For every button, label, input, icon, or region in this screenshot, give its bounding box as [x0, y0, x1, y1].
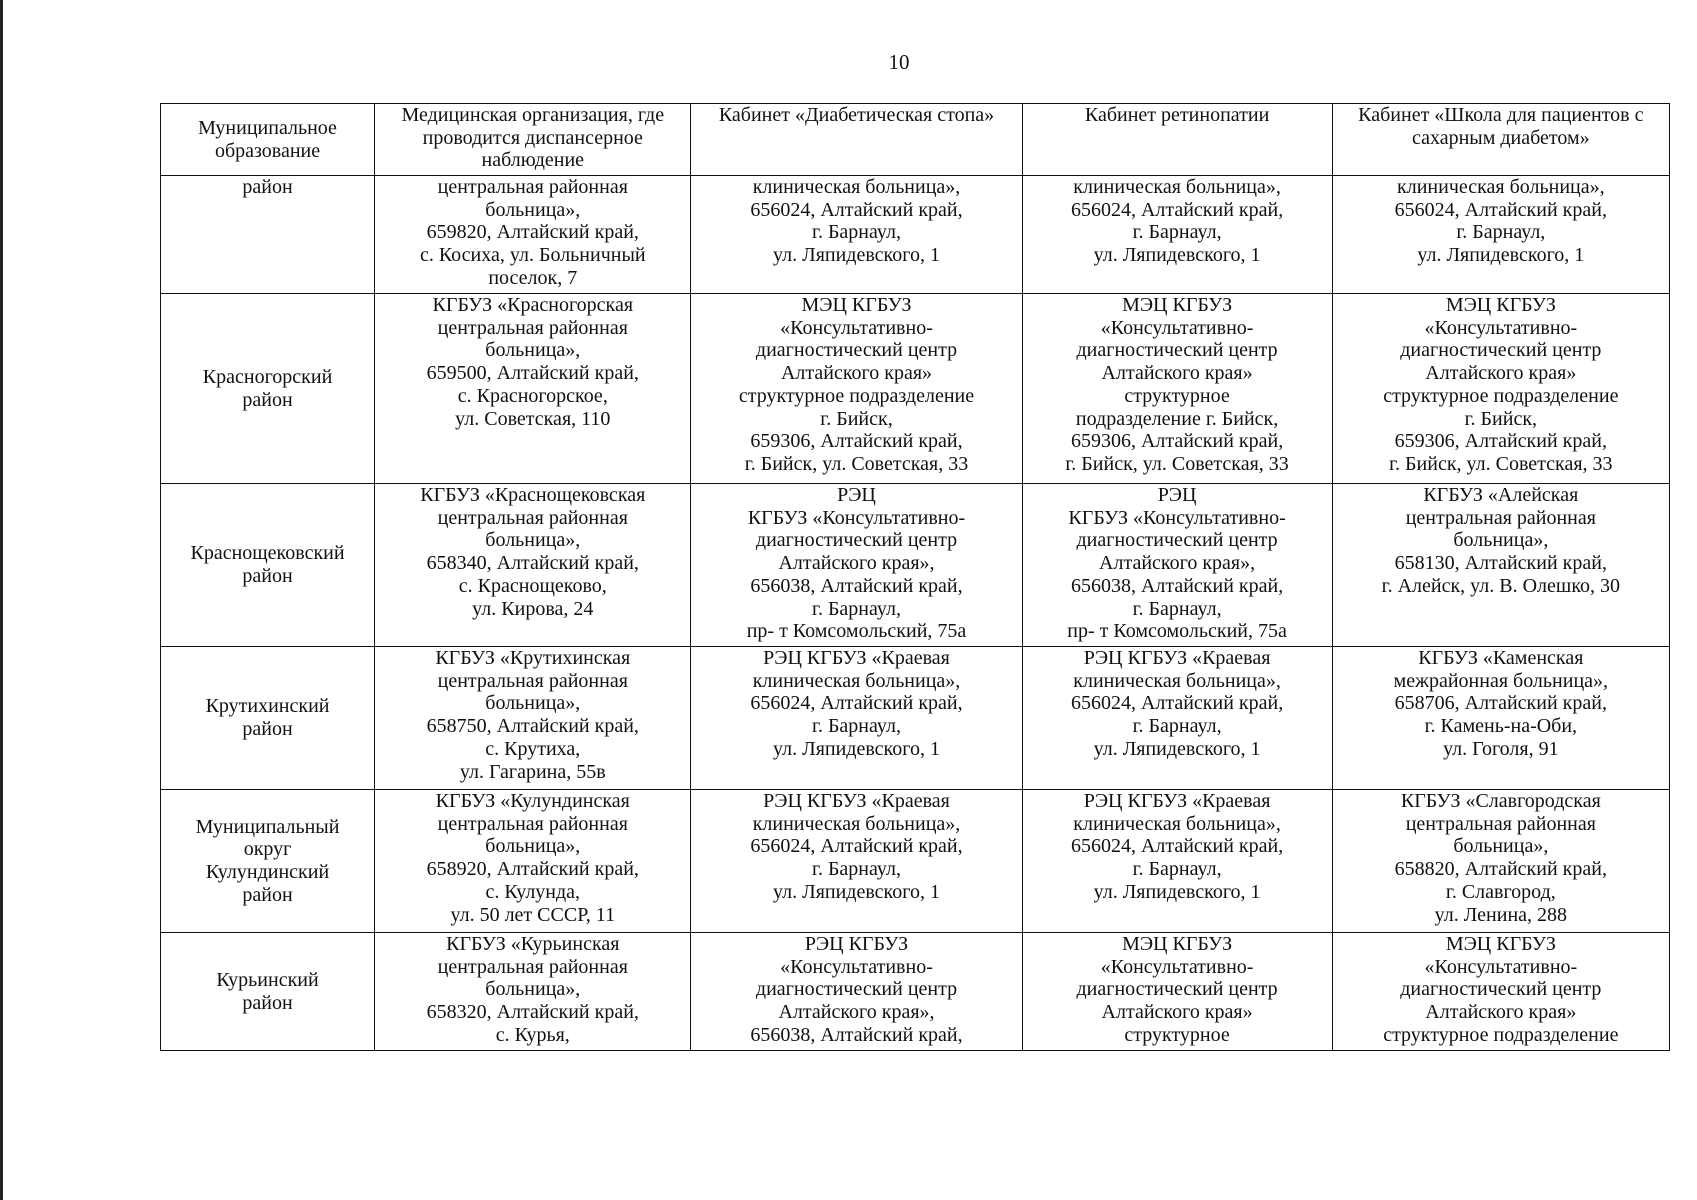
- cell-text-line: Алтайского края»: [1101, 362, 1253, 385]
- cell-text-line: структурное: [1124, 1023, 1230, 1046]
- cell-text-line: 658750, Алтайский край,: [426, 715, 639, 738]
- cell-text-line: клиническая больница»,: [752, 176, 961, 198]
- cell-text-line: ул. Кирова, 24: [472, 597, 594, 620]
- cell-text-line: Алтайского края»,: [778, 552, 935, 575]
- cell-text-line: больница»,: [1453, 835, 1549, 858]
- cell-organization: [375, 176, 691, 294]
- cell-text-line: 656024, Алтайский край,: [1070, 692, 1284, 715]
- cell-text-line: клиническая больница»,: [752, 812, 961, 835]
- cell-text-line: пр- т Комсомольский, 75а: [1067, 620, 1287, 643]
- cell-text-line: диагностический центр: [1076, 529, 1278, 552]
- cell-text-line: центральная районная: [437, 669, 628, 692]
- cell-diabetes-school: [1332, 790, 1669, 933]
- cell-retinopathy: [1022, 176, 1332, 294]
- cell-text-line: поселок, 7: [488, 266, 578, 289]
- cell-text-line: КГБУЗ «Крутихинская: [435, 647, 631, 669]
- cell-text-line: с. Косиха, ул. Больничный: [419, 244, 646, 267]
- cell-text-line: 656038, Алтайский край,: [750, 1023, 963, 1046]
- cell-text-line: МЭЦ КГБУЗ: [1445, 294, 1556, 316]
- cell-text-line: 658340, Алтайский край,: [426, 552, 639, 575]
- cell-text-line: КГБУЗ «Алейская: [1423, 484, 1579, 506]
- header-diabetic-foot: Кабинет «Диабетическая стопа»: [691, 104, 1022, 176]
- cell-text-line: 659306, Алтайский край,: [1394, 430, 1607, 453]
- cell-text-line: РЭЦ: [1157, 484, 1197, 506]
- cell-text-line: район: [242, 718, 293, 740]
- cell-text-line: диагностический центр: [755, 529, 958, 552]
- cell-text-line: 658320, Алтайский край,: [426, 1001, 639, 1024]
- table-row: [161, 933, 1670, 1051]
- cell-text-line: КГБУЗ «Курьинская: [446, 933, 620, 955]
- cell-text-line: Кулундинский: [205, 861, 330, 883]
- cell-text-line: 658706, Алтайский край,: [1394, 692, 1607, 715]
- cell-organization: [375, 647, 691, 790]
- cell-text-line: больница»,: [485, 692, 581, 715]
- cell-text-line: РЭЦ: [837, 484, 876, 506]
- cell-text-line: район: [242, 991, 293, 1014]
- cell-text-line: диагностический центр: [1400, 978, 1602, 1001]
- cell-text-line: с. Курья,: [495, 1023, 570, 1046]
- cell-text-line: МЭЦ КГБУЗ: [801, 294, 912, 316]
- cell-text-line: центральная районная: [1405, 812, 1596, 835]
- cell-diabetic-foot: [691, 790, 1022, 933]
- cell-text-line: больница»,: [1453, 529, 1549, 552]
- cell-text-line: клиническая больница»,: [752, 669, 961, 692]
- cell-text-line: Муниципальный: [195, 815, 340, 838]
- page-number: 10: [888, 50, 910, 74]
- cell-municipality: [161, 933, 375, 1051]
- cell-retinopathy: [1022, 790, 1332, 933]
- cell-text-line: КГБУЗ «Каменская: [1418, 647, 1584, 669]
- cell-text-line: район: [242, 388, 293, 411]
- cell-text-line: структурное подразделение: [1383, 384, 1619, 407]
- cell-text-line: с. Крутиха,: [485, 737, 581, 760]
- cell-text-line: Курьинский: [216, 968, 319, 991]
- cell-text-line: район: [242, 176, 293, 198]
- cell-text-line: г. Славгород,: [1445, 880, 1556, 903]
- dispensary-table: [160, 103, 1670, 1051]
- cell-text-line: Алтайского края»: [1425, 1001, 1577, 1024]
- cell-text-line: г. Бийск, ул. Советская, 33: [1389, 452, 1613, 475]
- cell-diabetes-school: [1332, 176, 1669, 294]
- cell-text-line: ул. Ленина, 288: [1434, 903, 1568, 926]
- cell-municipality: [161, 294, 375, 484]
- cell-text-line: КГБУЗ «Консультативно-: [747, 506, 966, 529]
- cell-text-line: 656024, Алтайский край,: [1070, 835, 1284, 858]
- cell-text-line: г. Барнаул,: [1456, 221, 1546, 244]
- cell-text-line: КГБУЗ «Консультативно-: [1068, 506, 1286, 529]
- cell-text-line: Алтайского края»,: [1099, 552, 1256, 575]
- cell-text-line: «Консультативно-: [1100, 955, 1254, 978]
- cell-text-line: ул. Гагарина, 55в: [459, 760, 606, 783]
- cell-retinopathy: [1022, 294, 1332, 484]
- header-retinopathy: Кабинет ретинопатии: [1022, 104, 1332, 176]
- cell-text-line: РЭЦ КГБУЗ «Краевая: [763, 647, 950, 669]
- cell-text-line: Крутихинский: [205, 695, 330, 718]
- cell-diabetic-foot: [691, 176, 1022, 294]
- cell-text-line: ул. Ляпидевского, 1: [1093, 244, 1261, 267]
- cell-text-line: г. Бийск,: [820, 407, 893, 430]
- cell-text-line: диагностический центр: [1076, 978, 1278, 1001]
- cell-text-line: ул. Гоголя, 91: [1443, 737, 1559, 760]
- cell-text-line: диагностический центр: [755, 339, 958, 362]
- table-row: [161, 647, 1670, 790]
- cell-municipality: [161, 647, 375, 790]
- cell-text-line: структурное подразделение: [1383, 1023, 1619, 1046]
- cell-text-line: 659306, Алтайский край,: [750, 430, 963, 453]
- cell-text-line: 659820, Алтайский край,: [426, 221, 639, 244]
- cell-text-line: «Консультативно-: [1424, 316, 1578, 339]
- cell-text-line: район: [242, 883, 293, 906]
- cell-text-line: 658920, Алтайский край,: [426, 858, 639, 881]
- cell-diabetes-school: [1332, 933, 1669, 1051]
- cell-text-line: центральная районная: [437, 506, 628, 529]
- cell-text-line: ул. Ляпидевского, 1: [773, 244, 940, 267]
- cell-text-line: г. Бийск,: [1464, 407, 1538, 430]
- cell-text-line: подразделение г. Бийск,: [1075, 407, 1279, 430]
- cell-municipality: [161, 790, 375, 933]
- cell-text-line: 656038, Алтайский край,: [1070, 574, 1284, 597]
- table-row: [161, 790, 1670, 933]
- cell-diabetic-foot: [691, 647, 1022, 790]
- table-header-row: [161, 104, 1670, 176]
- cell-text-line: 659500, Алтайский край,: [426, 362, 639, 385]
- cell-text-line: г. Камень-на-Оби,: [1424, 715, 1578, 738]
- cell-text-line: с. Кулунда,: [485, 880, 581, 903]
- cell-text-line: РЭЦ КГБУЗ «Краевая: [1083, 647, 1271, 669]
- cell-text-line: клиническая больница»,: [1073, 669, 1281, 692]
- cell-text-line: 658820, Алтайский край,: [1394, 858, 1607, 881]
- cell-text-line: Алтайского края»: [1425, 362, 1577, 385]
- cell-text-line: с. Краснощеково,: [458, 574, 607, 597]
- cell-retinopathy: [1022, 647, 1332, 790]
- cell-diabetic-foot: [691, 294, 1022, 484]
- cell-text-line: межрайонная больница»,: [1393, 669, 1609, 692]
- cell-organization: [375, 933, 691, 1051]
- cell-text-line: г. Бийск, ул. Советская, 33: [1065, 452, 1289, 475]
- header-organization: Медицинская организация, где проводится диспансерное наблюдение: [375, 104, 691, 176]
- cell-text-line: центральная районная: [1405, 506, 1596, 529]
- cell-text-line: 656024, Алтайский край,: [1070, 198, 1284, 221]
- table-row: [161, 484, 1670, 647]
- cell-diabetes-school: [1332, 647, 1669, 790]
- cell-retinopathy: [1022, 484, 1332, 647]
- cell-diabetic-foot: [691, 933, 1022, 1051]
- cell-text-line: г. Алейск, ул. В. Олешко, 30: [1381, 574, 1621, 597]
- cell-text-line: диагностический центр: [1076, 339, 1278, 362]
- cell-text-line: больница»,: [485, 978, 581, 1001]
- cell-text-line: ул. Ляпидевского, 1: [1417, 244, 1585, 267]
- cell-text-line: ул. Ляпидевского, 1: [1093, 880, 1261, 903]
- cell-text-line: клиническая больница»,: [1397, 176, 1605, 198]
- cell-diabetes-school: [1332, 294, 1669, 484]
- cell-text-line: Красногорский: [202, 365, 333, 388]
- cell-text-line: г. Барнаул,: [812, 858, 901, 881]
- cell-text-line: МЭЦ КГБУЗ: [1122, 933, 1233, 955]
- cell-organization: [375, 294, 691, 484]
- cell-text-line: г. Барнаул,: [812, 221, 901, 244]
- cell-text-line: ул. Советская, 110: [455, 407, 611, 430]
- table-row: [161, 294, 1670, 484]
- header-municipality: Муниципальное образование: [161, 104, 375, 176]
- cell-text-line: диагностический центр: [755, 978, 958, 1001]
- cell-text-line: клиническая больница»,: [1073, 176, 1281, 198]
- cell-text-line: КГБУЗ «Кулундинская: [435, 790, 630, 812]
- cell-municipality: [161, 176, 375, 294]
- cell-text-line: структурное: [1124, 384, 1230, 407]
- cell-text-line: Алтайского края»,: [778, 1001, 935, 1024]
- cell-text-line: округ: [243, 838, 292, 861]
- cell-text-line: КГБУЗ «Краснощековская: [420, 484, 646, 506]
- cell-text-line: РЭЦ КГБУЗ «Краевая: [1083, 790, 1271, 812]
- cell-text-line: 659306, Алтайский край,: [1070, 430, 1284, 453]
- cell-text-line: ул. Ляпидевского, 1: [773, 880, 940, 903]
- cell-text-line: диагностический центр: [1400, 339, 1602, 362]
- cell-text-line: центральная районная: [437, 176, 628, 198]
- cell-text-line: район: [242, 565, 293, 587]
- cell-text-line: г. Барнаул,: [812, 715, 901, 738]
- cell-diabetes-school: [1332, 484, 1669, 647]
- cell-text-line: г. Барнаул,: [1132, 221, 1222, 244]
- cell-text-line: Алтайского края»: [1101, 1001, 1253, 1024]
- scan-left-edge: [0, 0, 3, 1200]
- cell-text-line: 658130, Алтайский край,: [1394, 552, 1607, 575]
- cell-organization: [375, 484, 691, 647]
- cell-text-line: «Консультативно-: [1100, 316, 1254, 339]
- cell-text-line: «Консультативно-: [1424, 955, 1578, 978]
- cell-text-line: МЭЦ КГБУЗ: [1445, 933, 1556, 955]
- cell-text-line: больница»,: [485, 198, 581, 221]
- cell-text-line: г. Барнаул,: [1132, 715, 1222, 738]
- cell-diabetic-foot: [691, 484, 1022, 647]
- cell-text-line: с. Красногорское,: [457, 384, 608, 407]
- cell-text-line: г. Барнаул,: [1132, 597, 1222, 620]
- cell-text-line: 656024, Алтайский край,: [750, 692, 963, 715]
- cell-text-line: Краснощековский: [190, 542, 345, 565]
- cell-text-line: структурное подразделение: [738, 384, 975, 407]
- cell-text-line: ул. Ляпидевского, 1: [1093, 737, 1261, 760]
- cell-text-line: РЭЦ КГБУЗ «Краевая: [763, 790, 950, 812]
- cell-text-line: центральная районная: [437, 316, 628, 339]
- cell-text-line: г. Барнаул,: [1132, 858, 1222, 881]
- cell-text-line: КГБУЗ «Красногорская: [432, 294, 634, 316]
- cell-text-line: больница»,: [485, 529, 581, 552]
- cell-text-line: КГБУЗ «Славгородская: [1400, 790, 1601, 812]
- cell-text-line: РЭЦ КГБУЗ: [804, 933, 909, 955]
- cell-text-line: ул. Ляпидевского, 1: [773, 737, 940, 760]
- cell-text-line: клиническая больница»,: [1073, 812, 1281, 835]
- cell-text-line: МЭЦ КГБУЗ: [1122, 294, 1233, 316]
- cell-text-line: г. Бийск, ул. Советская, 33: [744, 452, 969, 475]
- cell-text-line: больница»,: [485, 835, 581, 858]
- cell-organization: [375, 790, 691, 933]
- cell-text-line: Алтайского края»: [780, 362, 933, 385]
- cell-text-line: «Консультативно-: [780, 955, 933, 978]
- cell-text-line: пр- т Комсомольский, 75а: [746, 620, 967, 643]
- cell-text-line: 656024, Алтайский край,: [750, 198, 963, 221]
- table-row: [161, 176, 1670, 294]
- cell-retinopathy: [1022, 933, 1332, 1051]
- cell-text-line: ул. 50 лет СССР, 11: [450, 903, 616, 926]
- cell-text-line: 656038, Алтайский край,: [750, 574, 963, 597]
- cell-municipality: [161, 484, 375, 647]
- header-diabetes-school: Кабинет «Школа для пациентов с сахарным диабетом»: [1332, 104, 1669, 176]
- cell-text-line: «Консультативно-: [780, 316, 933, 339]
- cell-text-line: центральная районная: [437, 812, 628, 835]
- cell-text-line: больница»,: [485, 339, 581, 362]
- cell-text-line: г. Барнаул,: [812, 597, 901, 620]
- cell-text-line: 656024, Алтайский край,: [750, 835, 963, 858]
- cell-text-line: центральная районная: [437, 955, 628, 978]
- cell-text-line: 656024, Алтайский край,: [1394, 198, 1607, 221]
